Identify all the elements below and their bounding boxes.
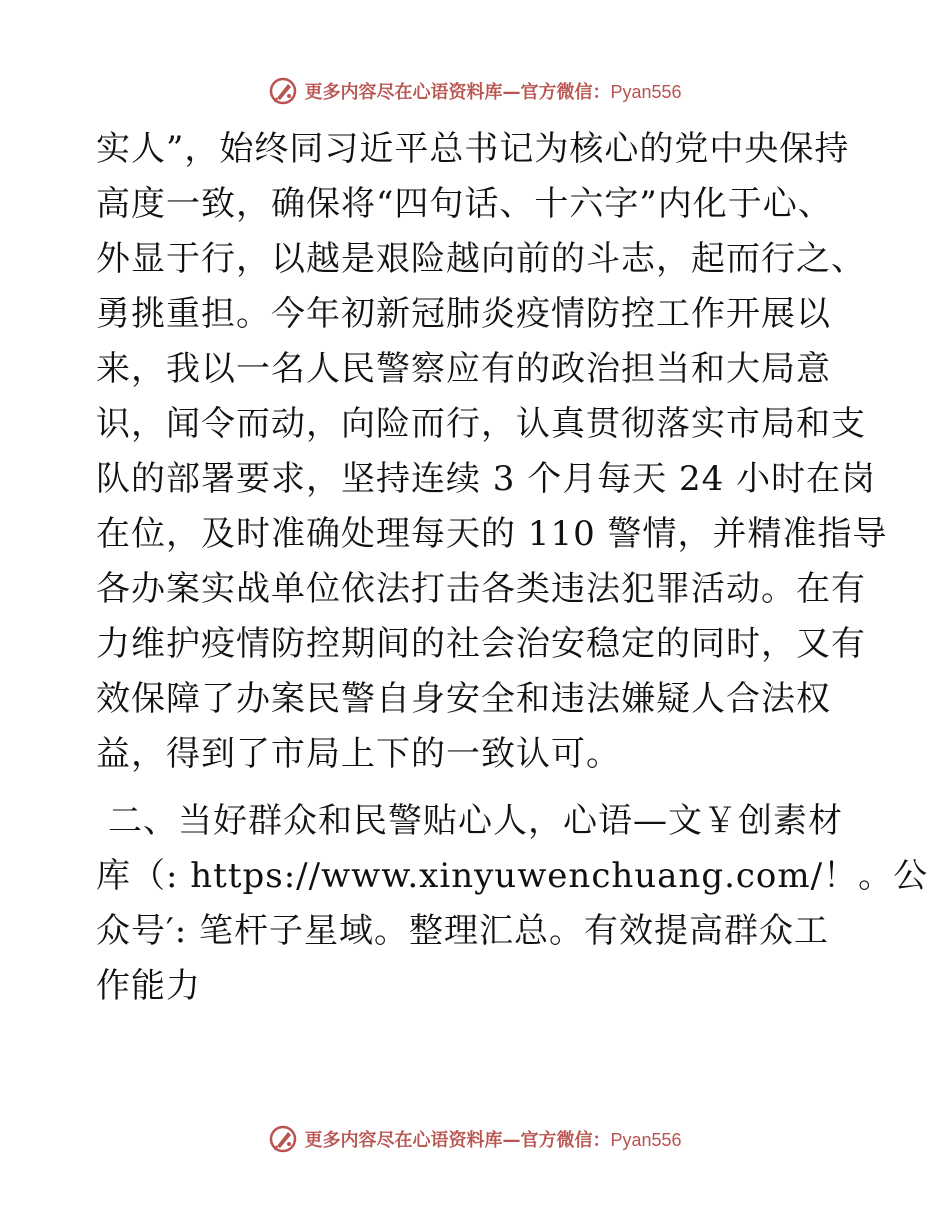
section-heading-line: 二、当好群众和民警贴心人，心语—文￥创素材: [108, 801, 843, 841]
text-line: 队的部署要求，坚持连续 3 个月每天 24 小时在岗: [96, 459, 877, 499]
feather-pen-circle-icon: [268, 76, 298, 106]
text-line: 库（: https://www.xinyuwenchuang.com/！。公: [96, 856, 929, 896]
header-watermark: [0, 71, 950, 111]
text-line: 在位，及时准确处理每天的 110 警情，并精准指导: [96, 514, 888, 554]
text-line: 作能力: [96, 966, 201, 1006]
text-line: 高度一致，确保将“四句话、十六字”内化于心、: [96, 184, 833, 224]
text-line: 识，闻令而动，向险而行，认真贯彻落实市局和支: [96, 404, 866, 444]
paragraph-2: [96, 794, 929, 1014]
text-line: 效保障了办案民警自身安全和违法嫌疑人合法权: [96, 679, 831, 719]
watermark-text: [304, 78, 681, 104]
watermark-account: Pyan556: [610, 1130, 682, 1150]
text-line: 实人”，始终同习近平总书记为核心的党中央保持: [96, 129, 850, 169]
text-line: 各办案实战单位依法打击各类违法犯罪活动。在有: [96, 569, 866, 609]
paragraph-1: [96, 122, 888, 782]
footer-watermark: [0, 1119, 950, 1159]
feather-pen-circle-icon: [268, 1124, 298, 1154]
text-line: 勇挑重担。今年初新冠肺炎疫情防控工作开展以: [96, 294, 831, 334]
text-line: 众号′: 笔杆子星域。整理汇总。有效提高群众工: [96, 911, 829, 951]
watermark-text: [304, 1126, 681, 1152]
document-body: [96, 122, 929, 1014]
text-line: 益，得到了市局上下的一致认可。: [96, 734, 621, 774]
text-line: 来，我以一名人民警察应有的政治担当和大局意: [96, 349, 831, 389]
text-line: 力维护疫情防控期间的社会治安稳定的同时，又有: [96, 624, 866, 664]
watermark-label: 更多内容尽在心语资料库—官方微信：: [304, 1130, 611, 1151]
text-line: 外显于行，以越是艰险越向前的斗志，起而行之、: [96, 239, 866, 279]
paragraph-gap: [96, 782, 856, 794]
watermark-account: Pyan556: [610, 82, 682, 102]
watermark-label: 更多内容尽在心语资料库—官方微信：: [304, 82, 611, 103]
